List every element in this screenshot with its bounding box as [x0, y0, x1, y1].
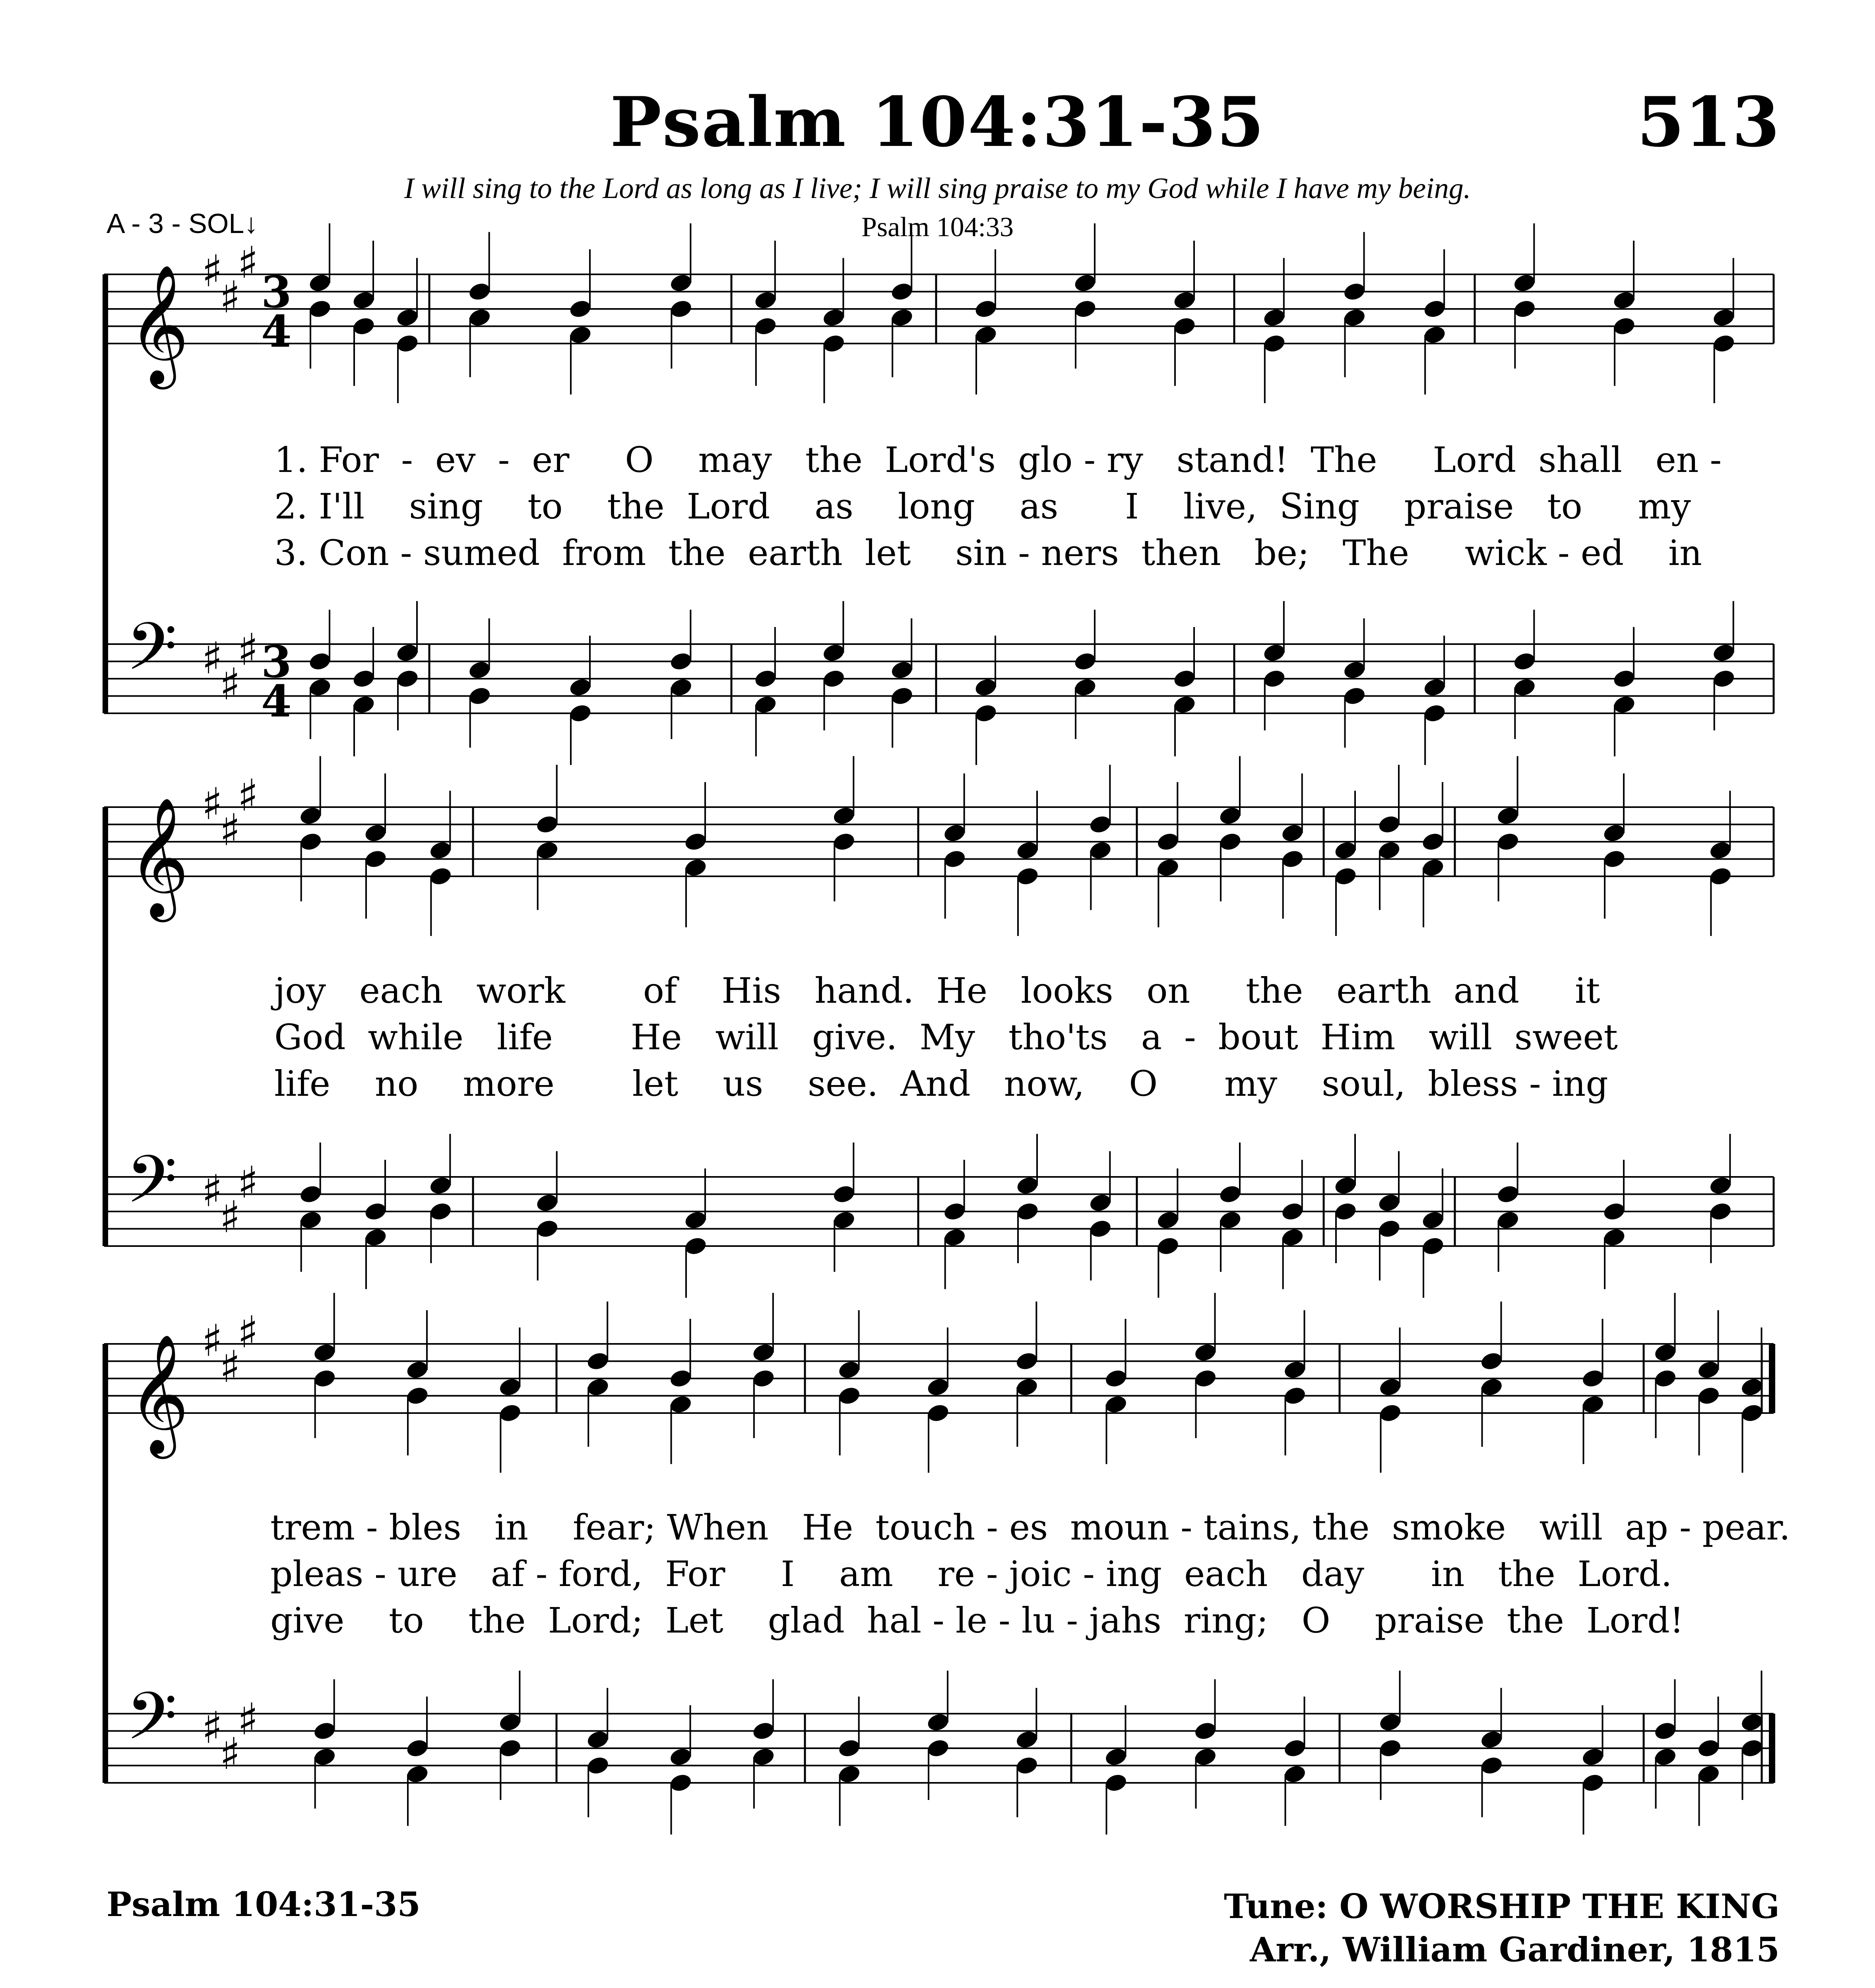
note-head — [363, 1227, 388, 1248]
note-head — [467, 281, 492, 302]
note-head — [1014, 1351, 1039, 1372]
note-head — [1014, 1376, 1039, 1398]
note-head — [1193, 1720, 1218, 1741]
note-head — [1378, 1712, 1403, 1733]
note-head — [1422, 298, 1447, 319]
final-barline — [1769, 1344, 1775, 1413]
note-head — [1512, 677, 1537, 698]
note-head — [926, 1376, 950, 1398]
note-head — [751, 1368, 776, 1389]
lyric-line: 2. I'll sing to the Lord as long as I live, Sing praise to my — [274, 486, 1691, 527]
note-head — [926, 1712, 950, 1733]
note-head — [1378, 1738, 1403, 1759]
note-head — [395, 668, 420, 689]
note-head — [299, 805, 323, 826]
note-head — [1496, 805, 1520, 826]
note-head — [1602, 848, 1627, 870]
note-head — [890, 660, 914, 681]
note-head — [973, 324, 998, 346]
treble-clef-icon: 𝄞 — [128, 797, 189, 917]
note-head — [1708, 1175, 1733, 1196]
note-head — [1172, 668, 1197, 689]
note-head — [837, 1738, 862, 1759]
note-head — [1073, 651, 1097, 672]
sharp-icon: ♯ — [202, 779, 223, 829]
time-signature-top: 3 — [261, 636, 292, 687]
note-head — [890, 307, 914, 328]
time-signature-top: 3 — [261, 266, 292, 318]
note-head — [1156, 1209, 1180, 1231]
note-head — [942, 823, 967, 844]
key-indicator: A - 3 - SOL↓ — [107, 208, 258, 239]
note-head — [1104, 1394, 1128, 1415]
note-head — [973, 703, 998, 724]
epigraph: I will sing to the Lord as long as I live; I will sing praise to my God while I have my being. — [404, 172, 1471, 205]
note-head — [1422, 324, 1447, 346]
note-head — [1156, 857, 1180, 878]
note-head — [1073, 272, 1097, 293]
note-head — [498, 1738, 522, 1759]
note-head — [1708, 866, 1733, 887]
sharp-icon: ♯ — [237, 1157, 259, 1208]
sharp-icon: ♯ — [219, 1341, 241, 1392]
note-head — [1421, 1209, 1445, 1231]
note-head — [837, 1764, 862, 1785]
note-head — [1378, 1402, 1403, 1423]
note-head — [1697, 1385, 1721, 1406]
note-head — [669, 1772, 693, 1793]
note-head — [1262, 333, 1287, 354]
note-head — [973, 677, 998, 698]
sharp-icon: ♯ — [202, 633, 223, 684]
note-head — [751, 1342, 776, 1363]
lyric-line: pleas - ure af - ford, For I am re - joic - ing each day in the Lord. — [270, 1553, 1672, 1594]
note-head — [1496, 1209, 1520, 1231]
note-head — [1708, 1201, 1733, 1222]
note-head — [1283, 1738, 1307, 1759]
note-head — [467, 660, 492, 681]
lyric-line: give to the Lord; Let glad hal - le - lu - jahs ring; O praise the Lord! — [270, 1600, 1684, 1641]
note-head — [1333, 866, 1358, 887]
hymn-title: Psalm 104:31-35 — [610, 82, 1265, 162]
sharp-icon: ♯ — [219, 1728, 241, 1779]
note-head — [312, 1342, 337, 1363]
bass-clef-icon: 𝄢 — [126, 608, 177, 701]
system-brace — [103, 274, 108, 713]
note-head — [1581, 1746, 1605, 1767]
note-head — [753, 316, 778, 337]
note-head — [1378, 1376, 1403, 1398]
note-head — [1280, 1201, 1305, 1222]
note-head — [832, 1209, 856, 1231]
note-head — [1088, 1192, 1113, 1213]
note-head — [1512, 651, 1537, 672]
lyric-line: joy each work of His hand. He looks on the earth and it — [274, 970, 1600, 1011]
note-head — [669, 677, 693, 698]
note-head — [1479, 1755, 1504, 1776]
epigraph-reference: Psalm 104:33 — [861, 212, 1014, 243]
note-head — [683, 1235, 708, 1256]
note-head — [751, 1746, 776, 1767]
note-head — [1377, 814, 1402, 835]
note-head — [1653, 1368, 1678, 1389]
note-head — [1333, 1175, 1358, 1196]
note-head — [1653, 1720, 1678, 1741]
sharp-icon: ♯ — [202, 1315, 223, 1366]
note-head — [498, 1376, 522, 1398]
system-brace — [103, 807, 108, 1246]
note-head — [351, 290, 376, 311]
note-head — [312, 1720, 337, 1741]
note-head — [586, 1351, 610, 1372]
note-head — [1015, 1175, 1040, 1196]
note-head — [1280, 848, 1305, 870]
note-head — [1283, 1764, 1307, 1785]
note-head — [1014, 1729, 1039, 1750]
note-head — [1421, 1235, 1445, 1256]
note-head — [1342, 281, 1367, 302]
note-head — [1156, 1235, 1180, 1256]
note-head — [683, 831, 708, 852]
note-head — [753, 290, 778, 311]
note-head — [1193, 1746, 1218, 1767]
note-head — [428, 1201, 453, 1222]
note-head — [890, 281, 914, 302]
note-head — [395, 333, 420, 354]
note-head — [1602, 823, 1627, 844]
note-head — [832, 1184, 856, 1205]
note-head — [586, 1729, 610, 1750]
lyric-line: 3. Con - sumed from the earth let sin - ners then be; The wick - ed in — [274, 532, 1702, 573]
note-head — [683, 1209, 708, 1231]
sharp-icon: ♯ — [202, 1165, 223, 1217]
note-head — [1193, 1368, 1218, 1389]
note-head — [1653, 1746, 1678, 1767]
note-head — [467, 307, 492, 328]
note-head — [669, 1368, 693, 1389]
note-head — [312, 1368, 337, 1389]
note-head — [1104, 1772, 1128, 1793]
note-head — [308, 272, 332, 293]
note-head — [498, 1712, 522, 1733]
lyric-line: life no more let us see. And now, O my soul, bless - ing — [274, 1063, 1608, 1104]
note-head — [1496, 1184, 1520, 1205]
note-head — [1653, 1342, 1678, 1363]
note-head — [498, 1402, 522, 1423]
note-head — [351, 694, 376, 715]
note-head — [1697, 1359, 1721, 1380]
note-head — [308, 298, 332, 319]
note-head — [1479, 1376, 1504, 1398]
note-head — [568, 703, 593, 724]
note-head — [942, 848, 967, 870]
note-head — [1740, 1738, 1764, 1759]
note-head — [837, 1359, 862, 1380]
note-head — [926, 1738, 950, 1759]
note-head — [1073, 298, 1097, 319]
sharp-icon: ♯ — [237, 1307, 259, 1358]
time-signature-bottom: 4 — [261, 306, 292, 357]
note-head — [405, 1359, 430, 1380]
note-head — [669, 651, 693, 672]
note-head — [1088, 840, 1113, 861]
lyric-line: trem - bles in fear; When He touch - es moun - tains, the smoke will ap - pear. — [270, 1507, 1790, 1548]
note-head — [1283, 1385, 1307, 1406]
note-head — [299, 1209, 323, 1231]
note-head — [669, 1746, 693, 1767]
note-head — [1712, 642, 1736, 663]
note-head — [832, 831, 856, 852]
note-head — [1342, 307, 1367, 328]
note-head — [1697, 1738, 1721, 1759]
note-head — [1156, 831, 1180, 852]
note-head — [1740, 1376, 1764, 1398]
note-head — [363, 823, 388, 844]
sharp-icon: ♯ — [237, 1693, 259, 1745]
note-head — [1088, 814, 1113, 835]
note-head — [1218, 805, 1243, 826]
note-head — [1014, 1755, 1039, 1776]
note-head — [1073, 677, 1097, 698]
note-head — [1377, 1192, 1402, 1213]
note-head — [1088, 1218, 1113, 1239]
note-head — [467, 685, 492, 707]
note-head — [568, 298, 593, 319]
note-head — [1581, 1772, 1605, 1793]
note-head — [1172, 290, 1197, 311]
note-head — [669, 1394, 693, 1415]
note-head — [1421, 857, 1445, 878]
note-head — [1612, 290, 1637, 311]
note-head — [1218, 1184, 1243, 1205]
note-head — [1422, 703, 1447, 724]
sharp-icon: ♯ — [237, 237, 259, 288]
note-head — [837, 1385, 862, 1406]
note-head — [1708, 840, 1733, 861]
note-head — [428, 840, 453, 861]
note-head — [405, 1764, 430, 1785]
lyric-line: 1. For - ev - er O may the Lord's glo - ry stand! The Lord shall en - — [274, 439, 1722, 480]
note-head — [405, 1385, 430, 1406]
treble-clef-icon: 𝄞 — [128, 264, 189, 384]
note-head — [890, 685, 914, 707]
note-head — [1612, 316, 1637, 337]
note-head — [586, 1376, 610, 1398]
note-head — [299, 1184, 323, 1205]
note-head — [822, 642, 846, 663]
treble-clef-icon: 𝄞 — [128, 1334, 189, 1454]
hymn-number: 513 — [1637, 82, 1780, 162]
note-head — [1333, 840, 1358, 861]
system-brace — [103, 1344, 108, 1783]
note-head — [1172, 694, 1197, 715]
sharp-icon: ♯ — [237, 770, 259, 821]
bass-clef-icon: 𝄢 — [126, 1141, 177, 1234]
note-head — [669, 298, 693, 319]
sharp-icon: ♯ — [237, 624, 259, 675]
note-head — [299, 831, 323, 852]
note-head — [1740, 1712, 1764, 1733]
note-head — [1712, 307, 1736, 328]
note-head — [1283, 1359, 1307, 1380]
note-head — [832, 805, 856, 826]
note-head — [1740, 1402, 1764, 1423]
note-head — [1377, 840, 1402, 861]
note-head — [1512, 298, 1537, 319]
note-head — [1581, 1368, 1605, 1389]
note-head — [1104, 1746, 1128, 1767]
note-head — [753, 694, 778, 715]
note-head — [395, 307, 420, 328]
note-head — [1015, 866, 1040, 887]
tune-name: Tune: O WORSHIP THE KING — [1224, 1887, 1780, 1926]
sharp-icon: ♯ — [202, 246, 223, 297]
note-head — [1333, 1201, 1358, 1222]
lyric-line: God while life He will give. My tho'ts a - bout Him will sweet — [274, 1017, 1618, 1058]
note-head — [1104, 1368, 1128, 1389]
note-head — [1422, 677, 1447, 698]
note-head — [1015, 1201, 1040, 1222]
note-head — [1479, 1729, 1504, 1750]
note-head — [822, 307, 846, 328]
note-head — [405, 1738, 430, 1759]
note-head — [1612, 694, 1637, 715]
note-head — [1612, 668, 1637, 689]
note-head — [1496, 831, 1520, 852]
sharp-icon: ♯ — [219, 658, 241, 710]
footer-tune-credits — [1224, 1885, 1780, 1971]
note-head — [586, 1755, 610, 1776]
note-head — [535, 840, 560, 861]
note-head — [363, 1201, 388, 1222]
note-head — [1421, 831, 1445, 852]
note-head — [669, 272, 693, 293]
note-head — [942, 1227, 967, 1248]
bass-clef-icon: 𝄢 — [126, 1678, 177, 1771]
note-head — [1262, 307, 1287, 328]
note-head — [1218, 831, 1243, 852]
note-head — [751, 1720, 776, 1741]
note-head — [395, 642, 420, 663]
note-head — [942, 1201, 967, 1222]
note-head — [1193, 1342, 1218, 1363]
note-head — [568, 324, 593, 346]
note-head — [1602, 1201, 1627, 1222]
note-head — [535, 1218, 560, 1239]
sharp-icon: ♯ — [202, 1702, 223, 1753]
note-head — [1602, 1227, 1627, 1248]
note-head — [1581, 1394, 1605, 1415]
arranger-credit: Arr., William Gardiner, 1815 — [1250, 1930, 1780, 1970]
sharp-icon: ♯ — [219, 1191, 241, 1242]
note-head — [428, 1175, 453, 1196]
note-head — [1479, 1351, 1504, 1372]
note-head — [1712, 668, 1736, 689]
note-head — [926, 1402, 950, 1423]
note-head — [1015, 840, 1040, 861]
note-head — [1218, 1209, 1243, 1231]
note-head — [1712, 333, 1736, 354]
note-head — [363, 848, 388, 870]
note-head — [683, 857, 708, 878]
note-head — [308, 677, 332, 698]
note-head — [568, 677, 593, 698]
final-barline — [1769, 1714, 1775, 1783]
note-head — [308, 651, 332, 672]
note-head — [428, 866, 453, 887]
note-head — [535, 1192, 560, 1213]
note-head — [973, 298, 998, 319]
footer-psalm-reference: Psalm 104:31-35 — [107, 1885, 421, 1924]
note-head — [1172, 316, 1197, 337]
note-head — [753, 668, 778, 689]
note-head — [1280, 1227, 1305, 1248]
sharp-icon: ♯ — [219, 272, 241, 323]
note-head — [351, 668, 376, 689]
note-head — [1512, 272, 1537, 293]
note-head — [1280, 823, 1305, 844]
note-head — [312, 1746, 337, 1767]
note-head — [1342, 660, 1367, 681]
note-head — [1262, 668, 1287, 689]
note-head — [1697, 1764, 1721, 1785]
note-head — [351, 316, 376, 337]
note-head — [822, 668, 846, 689]
note-head — [1262, 642, 1287, 663]
note-head — [535, 814, 560, 835]
note-head — [822, 333, 846, 354]
note-head — [1342, 685, 1367, 707]
note-head — [1377, 1218, 1402, 1239]
time-signature-bottom: 4 — [261, 676, 292, 727]
sharp-icon: ♯ — [219, 804, 241, 856]
